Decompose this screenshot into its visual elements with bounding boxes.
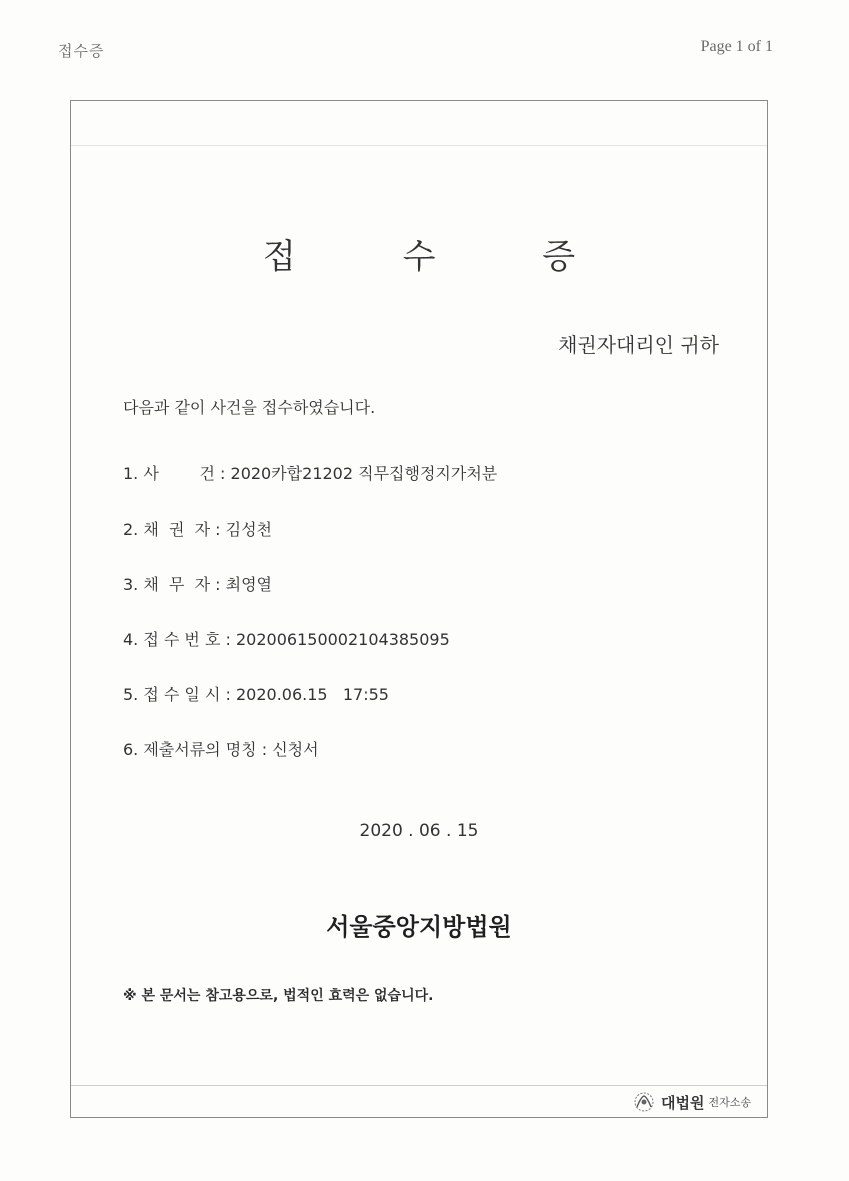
field-creditor [123, 517, 272, 540]
field-value: 2020.06.15 17:55 [236, 685, 389, 704]
field-label: 2. 채 권 자 : [123, 520, 226, 539]
intro-text: 다음과 같이 사건을 접수하였습니다. [123, 398, 376, 417]
bottom-divider [71, 1085, 767, 1086]
field-label: 3. 채 무 자 : [123, 575, 226, 594]
field-label: 5. 접 수 일 시 : [123, 685, 236, 704]
field-label: 6. 제출서류의 명칭 : [123, 740, 273, 759]
field-value: 20200615000210438509​5 [236, 630, 450, 649]
field-label: 4. 접 수 번 호 : [123, 630, 236, 649]
field-value: 최영열 [225, 575, 273, 594]
ecourt-logo [631, 1091, 751, 1113]
field-case [123, 461, 497, 484]
field-value: 김성천 [225, 520, 273, 539]
court-name: 서울중앙지방법원 [326, 913, 512, 941]
field-receipt-number [123, 627, 450, 650]
field-label: 1. 사 건 : [123, 464, 231, 483]
logo-sub-text: 전자소송 [708, 1096, 751, 1109]
field-value: 신청서 [272, 740, 319, 759]
reference-notice: ※ 본 문서는 참고용으로, 법적인 효력은 없습니다. [123, 988, 434, 1004]
header-doc-title: 접수증 [58, 42, 105, 60]
document-title: 접 수 증 [262, 237, 624, 277]
field-document-name [123, 737, 319, 760]
logo-main-text: 대법원 [661, 1093, 705, 1112]
addressee: 채권자대리인 귀하 [558, 333, 719, 357]
page-indicator: Page 1 of 1 [700, 38, 773, 55]
field-debtor [123, 572, 272, 595]
field-receipt-datetime [123, 682, 389, 705]
field-value: 2020카합21202 직무집행정지가처분 [230, 464, 498, 483]
document-frame [70, 100, 768, 1118]
top-divider [71, 145, 767, 146]
court-emblem-icon [631, 1091, 657, 1113]
issue-date: 2020 . 06 . 15 [359, 821, 479, 841]
